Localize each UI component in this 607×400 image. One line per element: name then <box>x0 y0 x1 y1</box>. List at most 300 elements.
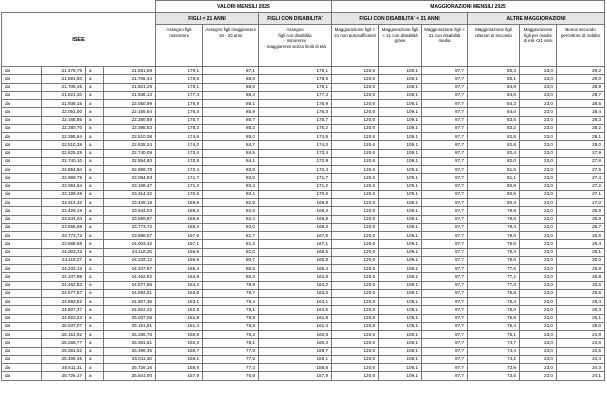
minors-value: 157,9 <box>156 372 203 380</box>
isee-to: 25.151,91 <box>104 322 156 330</box>
col-header-adults: Assegno figli maggiorenni 18 - 20 anni <box>203 25 259 67</box>
bonus-value: 28,9 <box>557 83 605 91</box>
range-to-label: a <box>86 133 104 141</box>
table-row <box>2 182 605 190</box>
further-value: 84,6 <box>468 91 520 99</box>
severe-value: 109,1 <box>379 75 422 83</box>
isee-to: 24.807,36 <box>104 298 156 306</box>
mothers-value: 23,0 <box>520 141 557 149</box>
range-from-label: da <box>2 265 42 273</box>
minors-value: 158,6 <box>156 364 203 372</box>
minors-value: 171,2 <box>156 182 203 190</box>
medium-value: 97,7 <box>422 174 468 182</box>
disabled-value: 170,6 <box>259 190 332 198</box>
isee-from: 22.280,70 <box>42 124 86 132</box>
non-self-value: 120,6 <box>332 256 379 264</box>
range-from-label: da <box>2 248 42 256</box>
medium-value: 97,7 <box>422 83 468 91</box>
severe-value: 109,1 <box>379 331 422 339</box>
table-row <box>2 298 605 306</box>
non-self-value: 120,6 <box>332 75 379 83</box>
adults-value: 85,2 <box>203 124 259 132</box>
bonus-value: 27,4 <box>557 174 605 182</box>
adults-value: 77,8 <box>203 347 259 355</box>
section-monthly-values: VALORI MENSILI 2025 <box>156 1 332 13</box>
disabled-value: 163,6 <box>259 289 332 297</box>
isee-to: 24.922,22 <box>104 306 156 314</box>
non-self-value: 120,6 <box>332 83 379 91</box>
range-to-label: a <box>86 265 104 273</box>
adults-value: 81,7 <box>203 232 259 240</box>
further-value: 78,8 <box>468 240 520 248</box>
minors-value: 172,4 <box>156 166 203 174</box>
bonus-value: 28,2 <box>557 124 605 132</box>
severe-value: 109,1 <box>379 339 422 347</box>
isee-from: 24.577,67 <box>42 289 86 297</box>
non-self-value: 120,6 <box>332 166 379 174</box>
bonus-value: 27,9 <box>557 149 605 157</box>
further-value: 76,0 <box>468 306 520 314</box>
further-value: 79,6 <box>468 215 520 223</box>
non-self-value: 120,6 <box>332 207 379 215</box>
adults-value: 76,9 <box>203 372 259 380</box>
isee-from: 25.496,46 <box>42 355 86 363</box>
adults-value: 81,0 <box>203 248 259 256</box>
mothers-value: 23,0 <box>520 215 557 223</box>
mothers-value: 23,0 <box>520 116 557 124</box>
range-to-label: a <box>86 248 104 256</box>
medium-value: 97,7 <box>422 372 468 380</box>
range-to-label: a <box>86 75 104 83</box>
further-value: 84,8 <box>468 83 520 91</box>
non-self-value: 120,6 <box>332 149 379 157</box>
minors-value: 166,5 <box>156 248 203 256</box>
medium-value: 97,7 <box>422 199 468 207</box>
range-to-label: a <box>86 347 104 355</box>
disabled-value: 159,1 <box>259 355 332 363</box>
mothers-value: 23,0 <box>520 133 557 141</box>
further-value: 80,3 <box>468 199 520 207</box>
disabled-value: 172,9 <box>259 157 332 165</box>
range-from-label: da <box>2 141 42 149</box>
isee-to: 24.233,12 <box>104 256 156 264</box>
bonus-value: 25,0 <box>557 322 605 330</box>
mothers-value: 23,0 <box>520 83 557 91</box>
bonus-value: 25,1 <box>557 314 605 322</box>
severe-value: 109,1 <box>379 347 422 355</box>
medium-value: 97,7 <box>422 207 468 215</box>
non-self-value: 120,6 <box>332 157 379 165</box>
range-to-label: a <box>86 314 104 322</box>
adults-value: 84,5 <box>203 149 259 157</box>
severe-value: 109,1 <box>379 141 422 149</box>
disabled-value: 165,4 <box>259 265 332 273</box>
further-value: 78,0 <box>468 256 520 264</box>
table-row <box>2 240 605 248</box>
range-from-label: da <box>2 289 42 297</box>
further-value: 73,9 <box>468 364 520 372</box>
isee-to: 22.050,99 <box>104 100 156 108</box>
minors-value: 167,6 <box>156 232 203 240</box>
non-self-value: 120,6 <box>332 314 379 322</box>
col-header-second-earner-bonus: Bonus secondo percettore di reddito <box>557 25 605 67</box>
minors-value: 170,6 <box>156 190 203 198</box>
range-from-label: da <box>2 157 42 165</box>
mothers-value: 23,0 <box>520 75 557 83</box>
adults-value: 80,3 <box>203 273 259 281</box>
col-header-further-children: Maggiorazione figli ulteriori al secondo <box>468 25 520 67</box>
severe-value: 109,1 <box>379 232 422 240</box>
adults-value: 82,4 <box>203 215 259 223</box>
medium-value: 97,7 <box>422 289 468 297</box>
isee-to: 24.692,51 <box>104 289 156 297</box>
medium-value: 97,7 <box>422 124 468 132</box>
mothers-value: 23,0 <box>520 190 557 198</box>
severe-value: 109,1 <box>379 182 422 190</box>
isee-from: 23.314,33 <box>42 199 86 207</box>
range-from-label: da <box>2 190 42 198</box>
disabled-value: 163,1 <box>259 298 332 306</box>
disabled-value: 168,3 <box>259 223 332 231</box>
adults-value: 87,1 <box>203 67 259 75</box>
mothers-value: 23,0 <box>520 67 557 75</box>
range-from-label: da <box>2 339 42 347</box>
further-value: 75,1 <box>468 331 520 339</box>
minors-value: 163,1 <box>156 298 203 306</box>
col-header-disabled-line: - maggiorenni senza limiti di età <box>264 43 326 49</box>
table-row <box>2 75 605 83</box>
non-self-value: 120,6 <box>332 289 379 297</box>
range-from-label: da <box>2 298 42 306</box>
isee-from: 24.922,23 <box>42 314 86 322</box>
severe-value: 109,1 <box>379 265 422 273</box>
non-self-value: 120,6 <box>332 298 379 306</box>
isee-from: 23.199,48 <box>42 190 86 198</box>
medium-value: 97,7 <box>422 331 468 339</box>
table-row <box>2 124 605 132</box>
minors-value: 172,9 <box>156 157 203 165</box>
further-value: 82,0 <box>468 157 520 165</box>
table-row <box>2 314 605 322</box>
isee-to: 23.314,32 <box>104 190 156 198</box>
mothers-value: 23,0 <box>520 256 557 264</box>
table-row <box>2 133 605 141</box>
isee-to: 22.969,78 <box>104 166 156 174</box>
mothers-value: 23,0 <box>520 281 557 289</box>
range-to-label: a <box>86 215 104 223</box>
range-to-label: a <box>86 141 104 149</box>
table-row <box>2 265 605 273</box>
non-self-value: 120,6 <box>332 372 379 380</box>
range-to-label: a <box>86 166 104 174</box>
severe-value: 109,1 <box>379 108 422 116</box>
isee-to: 24.462,82 <box>104 273 156 281</box>
isee-from: 23.658,88 <box>42 223 86 231</box>
range-from-label: da <box>2 149 42 157</box>
bonus-value: 25,3 <box>557 306 605 314</box>
disabled-value: 161,9 <box>259 314 332 322</box>
bonus-value: 26,1 <box>557 248 605 256</box>
non-self-value: 120,6 <box>332 364 379 372</box>
isee-to: 25.611,30 <box>104 355 156 363</box>
disabled-value: 165,9 <box>259 256 332 264</box>
adults-value: 79,9 <box>203 281 259 289</box>
isee-from: 22.051,00 <box>42 108 86 116</box>
range-to-label: a <box>86 67 104 75</box>
bonus-value: 27,0 <box>557 199 605 207</box>
mothers-value: 23,0 <box>520 232 557 240</box>
table-row <box>2 166 605 174</box>
non-self-value: 120,6 <box>332 273 379 281</box>
mothers-value: 23,0 <box>520 166 557 174</box>
medium-value: 97,7 <box>422 157 468 165</box>
medium-value: 97,7 <box>422 190 468 198</box>
mothers-value: 23,0 <box>520 91 557 99</box>
adults-value: 86,6 <box>203 83 259 91</box>
table-row <box>2 364 605 372</box>
further-value: 76,4 <box>468 298 520 306</box>
disabled-value: 159,7 <box>259 347 332 355</box>
range-from-label: da <box>2 281 42 289</box>
non-self-value: 120,6 <box>332 174 379 182</box>
isee-allowance-table <box>1 0 605 381</box>
range-to-label: a <box>86 174 104 182</box>
minors-value: 175,7 <box>156 116 203 124</box>
mothers-value: 23,0 <box>520 372 557 380</box>
adults-value: 86,8 <box>203 75 259 83</box>
mothers-value: 23,0 <box>520 248 557 256</box>
isee-to: 23.888,57 <box>104 232 156 240</box>
medium-value: 97,7 <box>422 67 468 75</box>
isee-from: 24.347,98 <box>42 273 86 281</box>
group-disabled-u21: FIGLI CON DISABILITA' < 21 ANNI <box>332 13 468 25</box>
bonus-value: 24,1 <box>557 372 605 380</box>
severe-value: 109,1 <box>379 322 422 330</box>
range-to-label: a <box>86 124 104 132</box>
col-header-disabled-line: figli con disabilita <box>278 32 312 38</box>
minors-value: 161,4 <box>156 322 203 330</box>
isee-from: 23.544,04 <box>42 215 86 223</box>
non-self-value: 120,6 <box>332 223 379 231</box>
bonus-value: 24,3 <box>557 364 605 372</box>
table-row <box>2 199 605 207</box>
range-to-label: a <box>86 355 104 363</box>
isee-from: 22.165,85 <box>42 116 86 124</box>
disabled-value: 175,2 <box>259 124 332 132</box>
group-header-row <box>2 13 605 25</box>
table-row <box>2 108 605 116</box>
range-from-label: da <box>2 273 42 281</box>
non-self-value: 120,6 <box>332 133 379 141</box>
minors-value: 174,0 <box>156 141 203 149</box>
table-row <box>2 289 605 297</box>
range-from-label: da <box>2 364 42 372</box>
further-value: 85,4 <box>468 67 520 75</box>
col-header-non-self-sufficient: Maggiorazione figli < 21 non autosufficienti <box>332 25 379 67</box>
col-header-disabled-line: Assegno <box>286 27 304 32</box>
range-to-label: a <box>86 116 104 124</box>
non-self-value: 120,6 <box>332 339 379 347</box>
range-from-label: da <box>2 91 42 99</box>
further-value: 74,7 <box>468 339 520 347</box>
adults-value: 85,0 <box>203 133 259 141</box>
medium-value: 97,7 <box>422 75 468 83</box>
isee-from: 22.625,25 <box>42 149 86 157</box>
minors-value: 176,3 <box>156 108 203 116</box>
isee-to: 23.544,03 <box>104 207 156 215</box>
further-value: 83,2 <box>468 124 520 132</box>
range-from-label: da <box>2 199 42 207</box>
table-row <box>2 355 605 363</box>
isee-from: 25.381,62 <box>42 347 86 355</box>
minors-value: 168,8 <box>156 215 203 223</box>
medium-value: 97,7 <box>422 355 468 363</box>
bonus-value: 25,6 <box>557 281 605 289</box>
adults-value: 84,1 <box>203 157 259 165</box>
range-from-label: da <box>2 256 42 264</box>
further-value: 83,5 <box>468 116 520 124</box>
bonus-value: 27,1 <box>557 190 605 198</box>
range-from-label: da <box>2 182 42 190</box>
mothers-value: 23,0 <box>520 347 557 355</box>
isee-from: 24.462,83 <box>42 281 86 289</box>
severe-value: 109,1 <box>379 157 422 165</box>
severe-value: 109,1 <box>379 100 422 108</box>
disabled-value: 171,7 <box>259 174 332 182</box>
adults-value: 79,1 <box>203 306 259 314</box>
mothers-value: 23,0 <box>520 100 557 108</box>
non-self-value: 120,6 <box>332 240 379 248</box>
table-row <box>2 306 605 314</box>
range-from-label: da <box>2 372 42 380</box>
minors-value: 169,3 <box>156 207 203 215</box>
isee-to: 24.118,26 <box>104 248 156 256</box>
further-value: 75,4 <box>468 322 520 330</box>
group-disabled-children: FIGLI CON DISABILITA' <box>259 13 332 25</box>
severe-value: 109,1 <box>379 166 422 174</box>
bonus-value: 27,5 <box>557 166 605 174</box>
bonus-value: 25,9 <box>557 265 605 273</box>
isee-from: 22.510,39 <box>42 141 86 149</box>
severe-value: 109,1 <box>379 67 422 75</box>
isee-from: 24.118,27 <box>42 256 86 264</box>
adults-value: 83,6 <box>203 174 259 182</box>
further-value: 79,9 <box>468 207 520 215</box>
bonus-value: 26,7 <box>557 223 605 231</box>
medium-value: 97,7 <box>422 248 468 256</box>
adults-value: 78,5 <box>203 322 259 330</box>
range-to-label: a <box>86 207 104 215</box>
range-from-label: da <box>2 116 42 124</box>
non-self-value: 120,6 <box>332 91 379 99</box>
isee-from: 24.807,37 <box>42 306 86 314</box>
non-self-value: 120,6 <box>332 322 379 330</box>
range-to-label: a <box>86 281 104 289</box>
further-value: 82,4 <box>468 149 520 157</box>
minors-value: 169,9 <box>156 199 203 207</box>
mothers-value: 23,0 <box>520 298 557 306</box>
isee-from: 24.233,13 <box>42 265 86 273</box>
range-to-label: a <box>86 149 104 157</box>
disabled-value: 173,4 <box>259 149 332 157</box>
minors-value: 171,7 <box>156 174 203 182</box>
minors-value: 159,1 <box>156 355 203 363</box>
medium-value: 97,7 <box>422 322 468 330</box>
non-self-value: 120,6 <box>332 199 379 207</box>
mothers-value: 23,0 <box>520 339 557 347</box>
range-to-label: a <box>86 306 104 314</box>
disabled-value: 176,9 <box>259 100 332 108</box>
medium-value: 97,7 <box>422 298 468 306</box>
isee-to: 21.936,14 <box>104 91 156 99</box>
adults-value: 78,9 <box>203 314 259 322</box>
disabled-value: 179,1 <box>259 67 332 75</box>
isee-from: 22.969,79 <box>42 174 86 182</box>
further-value: 78,3 <box>468 248 520 256</box>
range-from-label: da <box>2 314 42 322</box>
further-value: 80,8 <box>468 182 520 190</box>
further-value: 79,0 <box>468 232 520 240</box>
bonus-value: 26,8 <box>557 215 605 223</box>
medium-value: 97,7 <box>422 116 468 124</box>
disabled-value: 157,9 <box>259 372 332 380</box>
bonus-value: 24,5 <box>557 347 605 355</box>
severe-value: 109,1 <box>379 116 422 124</box>
isee-from: 21.476,75 <box>42 67 86 75</box>
non-self-value: 120,6 <box>332 355 379 363</box>
isee-from: 23.084,64 <box>42 182 86 190</box>
minors-value: 175,2 <box>156 124 203 132</box>
col-header-young-mothers: Maggiorazione figli per madre di età <21 anni <box>520 25 557 67</box>
table-row <box>2 116 605 124</box>
medium-value: 97,7 <box>422 314 468 322</box>
disabled-value: 172,4 <box>259 166 332 174</box>
range-from-label: da <box>2 355 42 363</box>
isee-from: 23.429,19 <box>42 207 86 215</box>
adults-value: 82,9 <box>203 199 259 207</box>
range-to-label: a <box>86 273 104 281</box>
disabled-value: 160,3 <box>259 339 332 347</box>
mothers-value: 23,0 <box>520 314 557 322</box>
mothers-value: 23,0 <box>520 108 557 116</box>
medium-value: 97,7 <box>422 273 468 281</box>
disabled-value: 171,2 <box>259 182 332 190</box>
further-value: 84,0 <box>468 108 520 116</box>
adults-value: 77,5 <box>203 355 259 363</box>
severe-value: 109,1 <box>379 91 422 99</box>
further-value: 73,5 <box>468 372 520 380</box>
severe-value: 109,1 <box>379 149 422 157</box>
severe-value: 109,1 <box>379 256 422 264</box>
severe-value: 109,1 <box>379 306 422 314</box>
table-row <box>2 174 605 182</box>
table-row <box>2 256 605 264</box>
further-value: 79,3 <box>468 223 520 231</box>
isee-to: 23.084,63 <box>104 174 156 182</box>
adults-value: 80,7 <box>203 256 259 264</box>
adults-value: 81,2 <box>203 240 259 248</box>
medium-value: 97,7 <box>422 149 468 157</box>
severe-value: 109,1 <box>379 190 422 198</box>
further-value: 85,1 <box>468 75 520 83</box>
adults-value: 86,1 <box>203 100 259 108</box>
mothers-value: 23,0 <box>520 265 557 273</box>
range-to-label: a <box>86 190 104 198</box>
severe-value: 109,1 <box>379 133 422 141</box>
severe-value: 109,1 <box>379 240 422 248</box>
table-row <box>2 100 605 108</box>
bonus-value: 29,0 <box>557 75 605 83</box>
